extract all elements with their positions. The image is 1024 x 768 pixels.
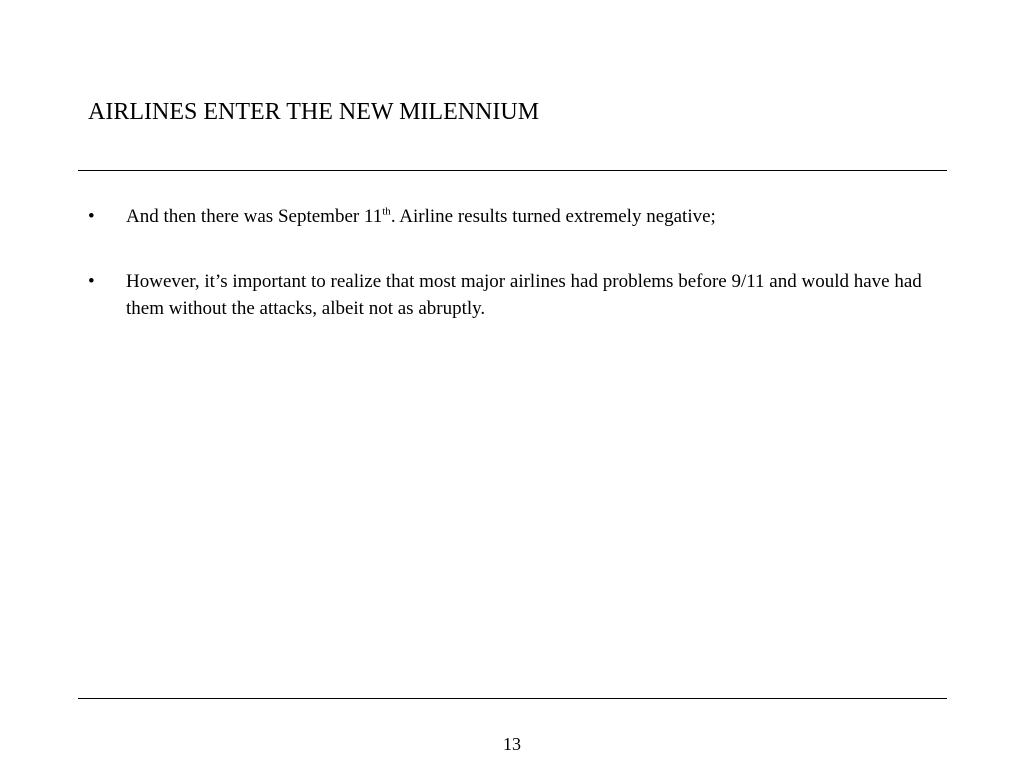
ordinal-suffix: th [382,205,391,218]
bullet-text-main: And then there was September 11 [126,206,383,227]
slide-title: AIRLINES ENTER THE NEW MILENNIUM [88,99,540,125]
footer-divider [78,698,947,699]
bullet-text: However, it’s important to realize that most major airlines had problems before 9/11 and would have had them without the attacks, albeit not as abruptly. [126,271,922,319]
page-number: 13 [503,734,521,754]
list-item [88,268,948,322]
bullet-icon: • [88,271,95,292]
bullet-text [126,206,716,227]
bullet-icon: • [88,206,95,227]
list-item [88,203,948,230]
bullet-text-tail: . Airline results turned extremely negative; [390,206,716,227]
bullet-list [88,203,948,360]
title-divider [78,170,947,171]
